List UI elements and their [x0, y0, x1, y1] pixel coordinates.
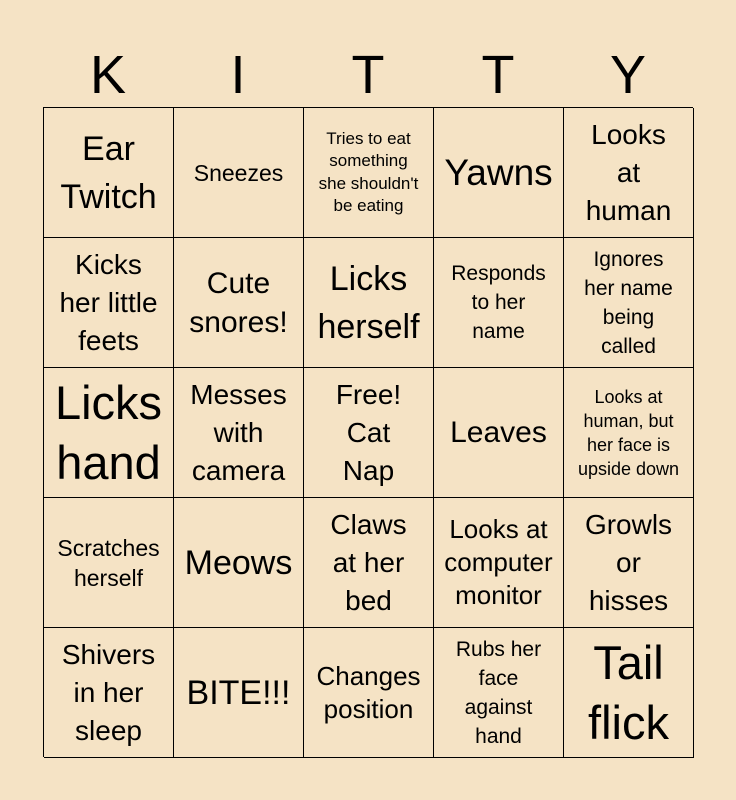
bingo-cell-r4-c3[interactable]: Claws at her bed — [304, 498, 434, 628]
bingo-board — [43, 107, 693, 757]
bingo-cell-r5-c5[interactable]: Tail flick — [564, 628, 694, 758]
bingo-cell-r4-c1[interactable]: Scratches herself — [44, 498, 174, 628]
bingo-header — [43, 42, 693, 108]
bingo-cell-r1-c4[interactable]: Yawns — [434, 108, 564, 238]
bingo-cell-r3-c5[interactable]: Looks at human, but her face is upside down — [564, 368, 694, 498]
header-letter-i: I — [230, 45, 246, 105]
bingo-cell-r1-c2[interactable]: Sneezes — [174, 108, 304, 238]
bingo-cell-r2-c5[interactable]: Ignores her name being called — [564, 238, 694, 368]
bingo-cell-r5-c3[interactable]: Changes position — [304, 628, 434, 758]
bingo-cell-r1-c5[interactable]: Looks at human — [564, 108, 694, 238]
bingo-cell-r4-c4[interactable]: Looks at computer monitor — [434, 498, 564, 628]
header-letter-t: T — [351, 45, 385, 105]
bingo-cell-r5-c1[interactable]: Shivers in her sleep — [44, 628, 174, 758]
header-letter-t-2: T — [481, 45, 515, 105]
bingo-cell-r3-c2[interactable]: Messes with camera — [174, 368, 304, 498]
bingo-cell-r3-c1[interactable]: Licks hand — [44, 368, 174, 498]
bingo-cell-r1-c3[interactable]: Tries to eat something she shouldn't be eating — [304, 108, 434, 238]
bingo-cell-r3-c4[interactable]: Leaves — [434, 368, 564, 498]
bingo-cell-r1-c1[interactable]: Ear Twitch — [44, 108, 174, 238]
bingo-cell-r2-c2[interactable]: Cute snores! — [174, 238, 304, 368]
bingo-cell-r5-c4[interactable]: Rubs her face against hand — [434, 628, 564, 758]
bingo-cell-r2-c4[interactable]: Responds to her name — [434, 238, 564, 368]
bingo-cell-r2-c1[interactable]: Kicks her little feets — [44, 238, 174, 368]
bingo-cell-r5-c2[interactable]: BITE!!! — [174, 628, 304, 758]
header-letter-y: Y — [609, 45, 647, 105]
header-letter-k: K — [89, 45, 127, 105]
bingo-cell-r2-c3[interactable]: Licks herself — [304, 238, 434, 368]
bingo-cell-r4-c5[interactable]: Growls or hisses — [564, 498, 694, 628]
bingo-cell-r3-c3-free-space[interactable]: Free! Cat Nap — [304, 368, 434, 498]
bingo-cell-r4-c2[interactable]: Meows — [174, 498, 304, 628]
